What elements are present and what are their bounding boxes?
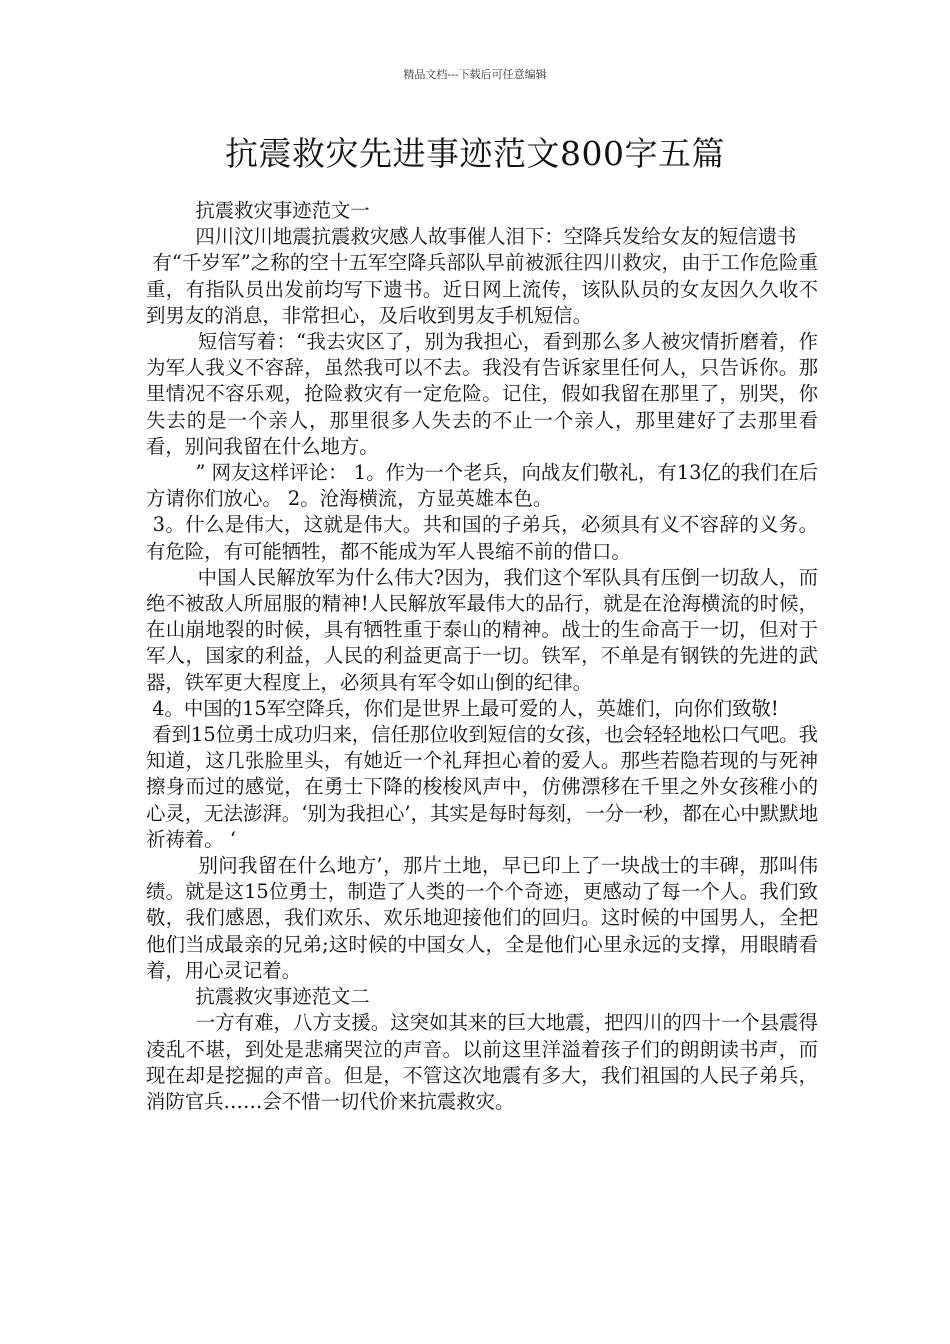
section-heading: 抗震救灾事迹范文二 [146,985,370,1009]
document-title: 抗震救灾先进事迹范文800字五篇 [225,134,725,173]
paragraph: 4。中国的15军空降兵，你们是世界上最可爱的人，英雄们，向你们致敬! [146,696,779,720]
document-body [146,198,818,1115]
page-header: 精品文档---下载后可任意编辑 [403,68,547,81]
paragraph: 一方有难，八方支援。这突如其来的巨大地震，把四川的四十一个县震得凌乱不堪，到处是悲痛哭泣的声音。以前这里洋溢着孩子们的朗朗读书声，而现在却是挖掘的声音。但是，不管这次地震有多大，我们祖国的人民子弟兵，消防官兵……会不惜一切代价来抗震救灾。 [146,1011,819,1113]
section-heading: 抗震救灾事迹范文一 [146,199,370,222]
paragraph: ” 网友这样评论： 1。作为一个老兵，向战友们敬礼，有13亿的我们在后方请你们放心。 2。沧海横流，方显英雄本色。 [146,461,819,511]
paragraph: 有“千岁军”之称的空十五军空降兵部队早前被派往四川救灾，由于工作危险重重，有指队员出发前均写下遗书。近日网上流传，该队队员的女友因久久收不到男友的消息，非常担心，及后收到男友手机短信。 [146,251,818,327]
paragraph: 别问我留在什么地方’，那片土地，早已印上了一块战士的丰碑，那叫伟绩。就是这15位勇士，制造了人类的一个个奇迹，更感动了每一个人。我们致敬，我们感恩，我们欢乐、欢乐地迎接他们的回归。这时候的中国男人，全把他们当成最亲的兄弟;这时候的中国女人，全是他们心里永远的支撑，用眼睛看着，用心灵记着。 [146,854,819,982]
paragraph: 四川汶川地震抗震救灾感人故事催人泪下：空降兵发给女友的短信遗书 [146,225,797,249]
paragraph: 看到15位勇士成功归来，信任那位收到短信的女孩，也会轻轻地松口气吧。我知道，这几张脸里头，有她近一个礼拜担心着的爱人。那些若隐若现的与死神擦身而过的感觉，在勇士下降的梭梭风声中，仿佛漂移在千里之外女孩稚小的心灵，无法澎湃。‘别为我担心’，其实是每时每刻，一分一秒，都在心中默默地祈祷着。 ‘ [146,723,818,851]
paragraph: 中国人民解放军为什么伟大?因为，我们这个军队具有压倒一切敌人，而绝不被敌人所屈服的精神!人民解放军最伟大的品行，就是在沧海横流的时候，在山崩地裂的时候，具有牺牲重于泰山的精神。战士的生命高于一切，但对于军人，国家的利益，人民的利益更高于一切。铁军，不单是有钢铁的先进的武器，铁军更大程度上，必须具有军令如山倒的纪律。 [146,565,818,694]
paragraph: 短信写着：“我去灾区了，别为我担心，看到那么多人被灾情折磨着，作为军人我义不容辞，虽然我可以不去。我没有告诉家里任何人，只告诉你。那里情况不容乐观，抢险救灾有一定危险。记住，假如我留在那里了，别哭，你失去的是一个亲人，那里很多人失去的不止一个亲人，那里建好了去那里看看，别问我留在什么地方。 [146,330,818,458]
paragraph: 3。什么是伟大，这就是伟大。共和国的子弟兵，必须具有义不容辞的义务。有危险，有可能牺牲，都不能成为军人畏缩不前的借口。 [146,513,818,563]
